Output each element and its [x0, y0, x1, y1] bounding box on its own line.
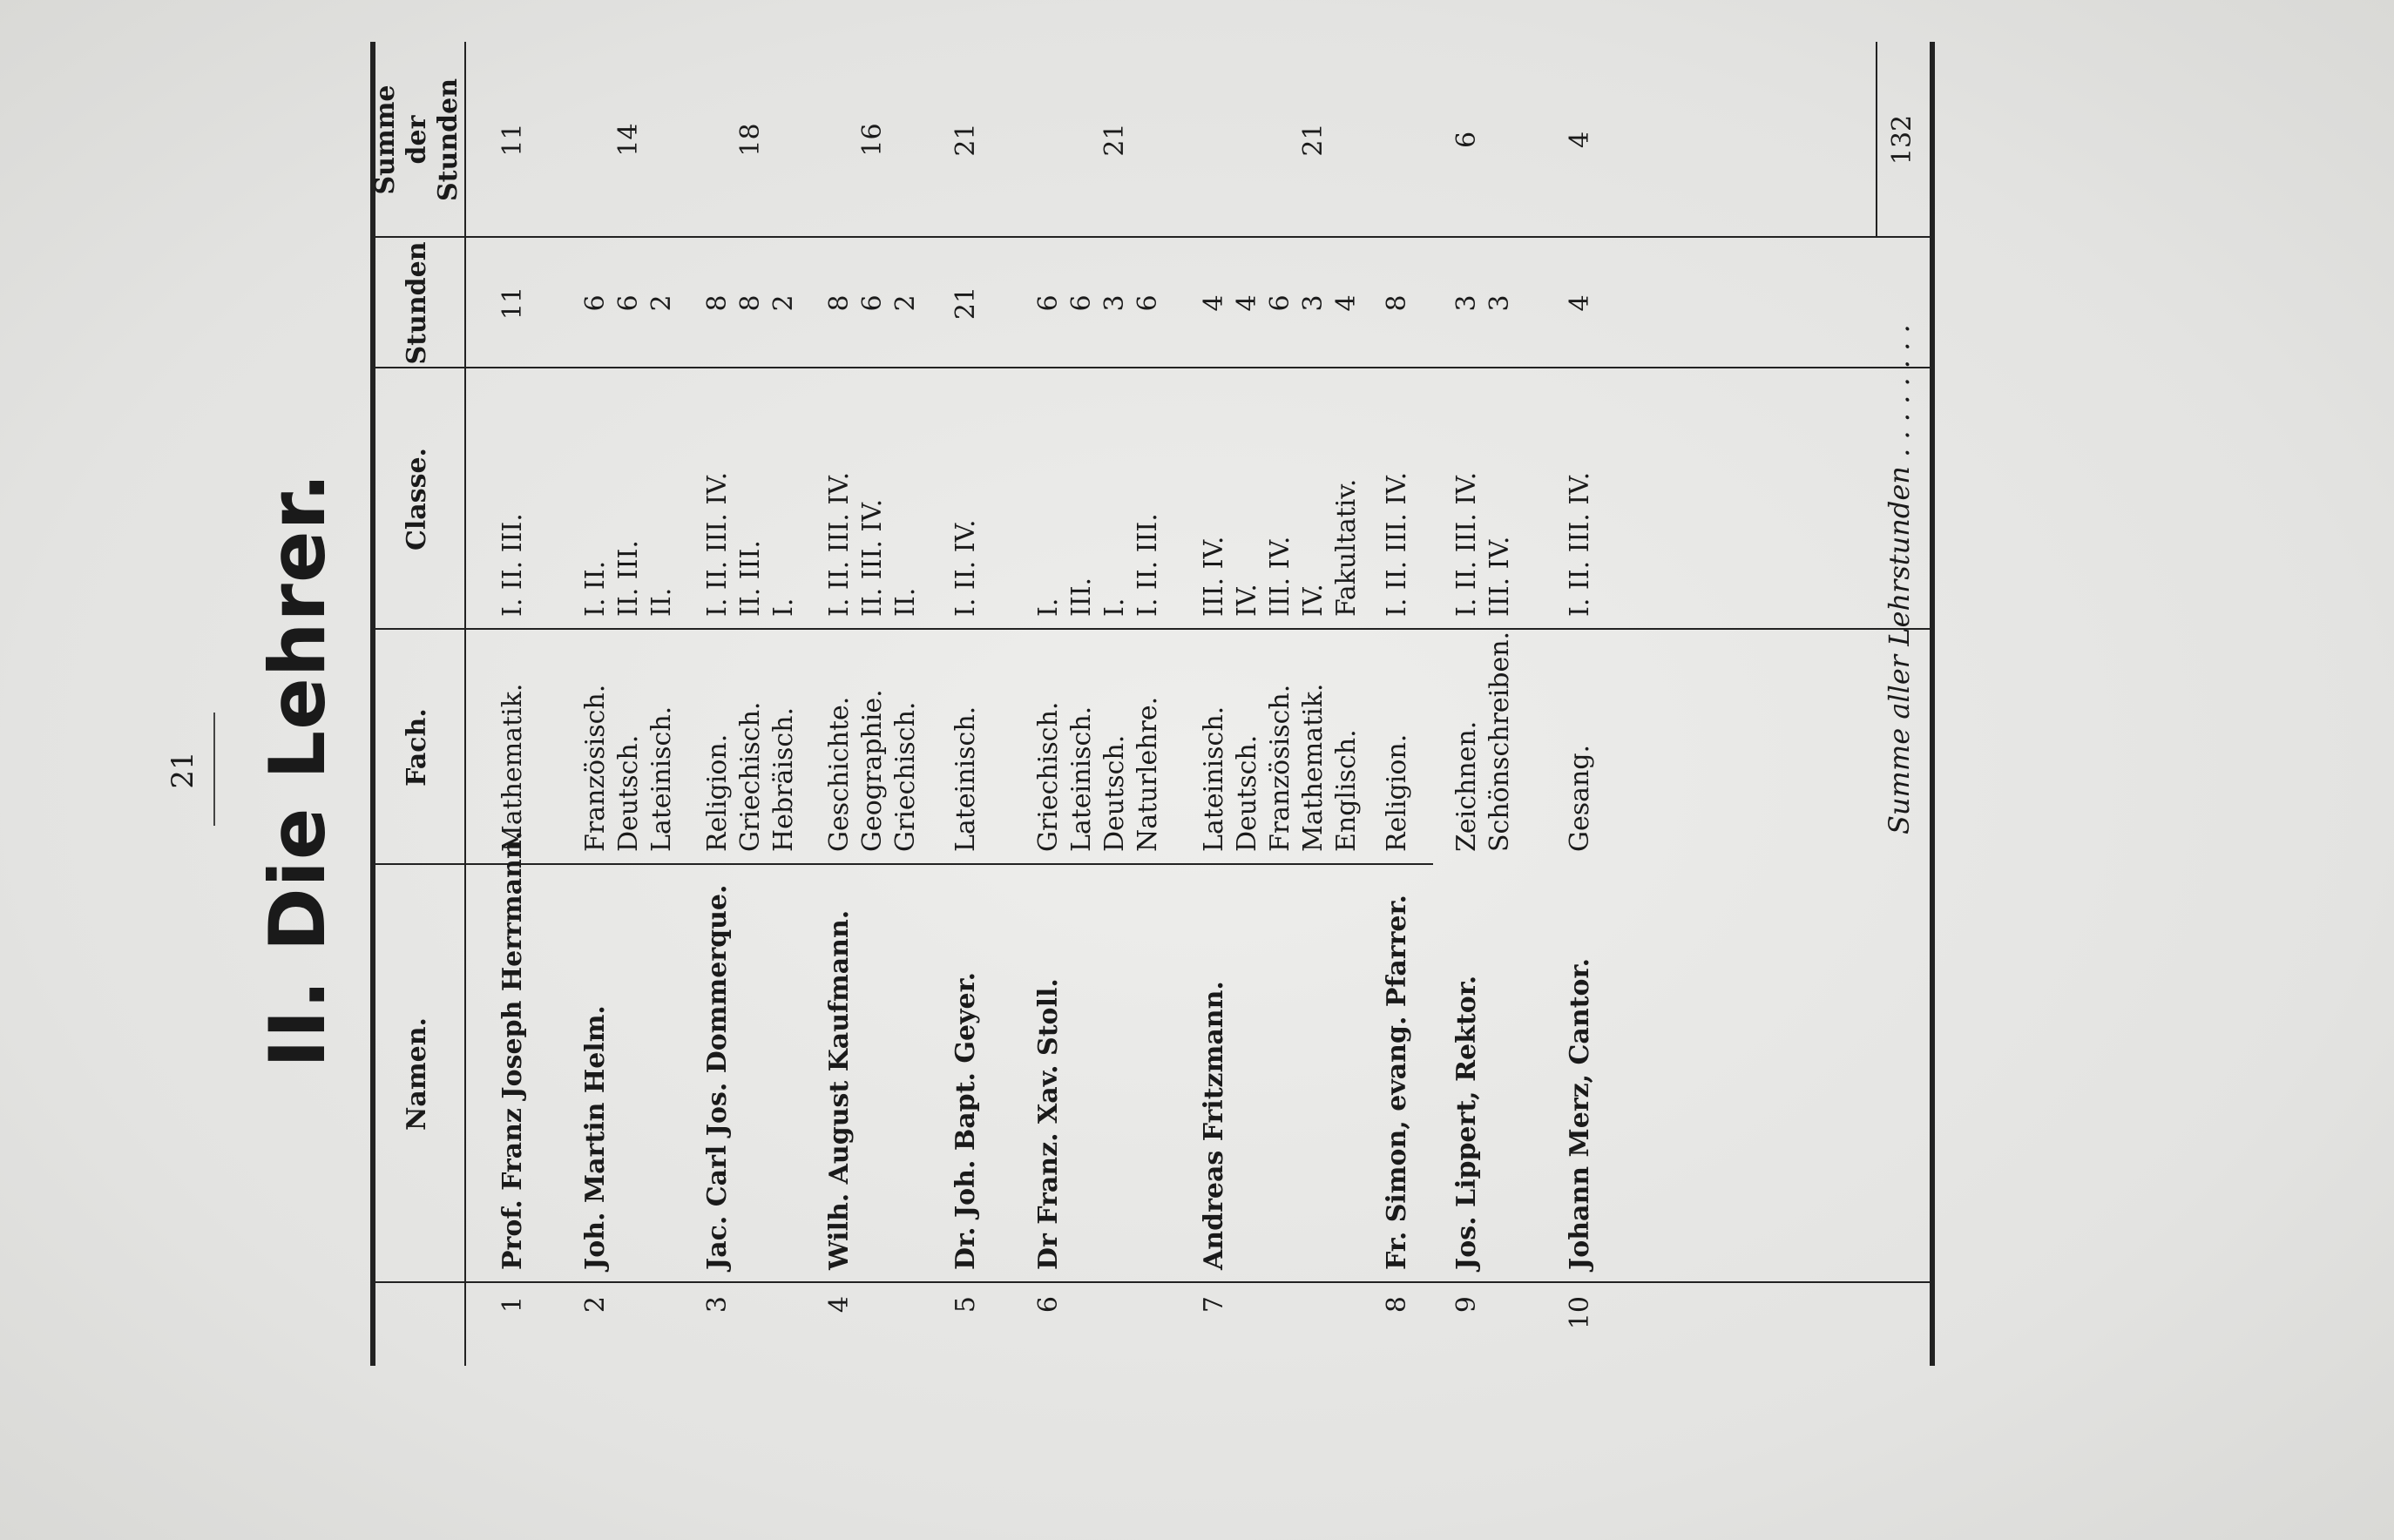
table-top-rule [370, 42, 375, 1366]
class-levels: III. [1066, 577, 1097, 617]
hours-total: 6 [1451, 131, 1482, 149]
subject: Lateinisch. [1066, 706, 1097, 852]
row-number: 6 [1033, 1296, 1064, 1314]
class-levels: III. IV. [1484, 536, 1515, 617]
subject: Gesang. [1565, 744, 1595, 852]
teacher-name: Joh. Martin Helm. [580, 1005, 611, 1270]
hours: 6 [613, 294, 644, 312]
subject: Französisch. [580, 684, 611, 852]
row-number: 7 [1199, 1296, 1229, 1314]
hours: 6 [580, 294, 611, 312]
class-levels: I. II. III. [497, 513, 528, 617]
class-levels: I. II. III. IV. [702, 471, 733, 617]
class-levels: I. [768, 598, 799, 617]
hours-total: 21 [1298, 123, 1329, 157]
subject: Schönschreiben. [1484, 631, 1515, 852]
subject: Französisch. [1265, 684, 1295, 852]
page-number-rule [213, 713, 215, 826]
class-levels: I. [1099, 598, 1130, 617]
header-summe-line-3: Stunden [433, 78, 463, 202]
sum-rule [1876, 42, 1877, 238]
class-levels: III. IV. [1199, 536, 1229, 617]
class-levels: I. II. III. [1133, 513, 1163, 617]
class-levels: Fakultativ. [1331, 478, 1362, 617]
hours: 2 [768, 294, 799, 312]
class-levels: I. II. IV. [950, 519, 981, 617]
class-levels: II. [646, 587, 677, 617]
hours: 2 [890, 294, 921, 312]
header-stunden: Stunden [402, 241, 432, 365]
header-summe [370, 42, 464, 238]
row-number: 8 [1382, 1296, 1412, 1314]
hours: 6 [1066, 294, 1097, 312]
header-classe: Classe. [402, 447, 432, 551]
teachers-table [370, 42, 2025, 1366]
subject: Religion. [1382, 733, 1412, 852]
subject: Geographie. [857, 689, 888, 852]
hours: 8 [735, 294, 766, 312]
hours: 4 [1232, 294, 1262, 312]
class-levels: IV. [1232, 584, 1262, 617]
class-levels: II. III. [735, 540, 766, 617]
subject: Griechisch. [1033, 701, 1064, 852]
class-levels: I. II. III. IV. [1382, 471, 1412, 617]
teacher-name: Dr Franz. Xav. Stoll. [1033, 978, 1064, 1270]
subject: Religion. [702, 733, 733, 852]
hours: 8 [824, 294, 855, 312]
table-bottom-rule [1930, 42, 1935, 1366]
teacher-name: Jac. Carl Jos. Dommerque. [702, 884, 733, 1270]
subject: Geschichte. [824, 696, 855, 852]
page-title: II. Die Lehrer. [253, 472, 342, 1068]
subject: Mathematik. [497, 683, 528, 852]
header-bottom-rule [464, 42, 466, 1366]
subject: Naturlehre. [1133, 696, 1163, 852]
class-levels: II. [890, 587, 921, 617]
row-number: 4 [824, 1296, 855, 1314]
teacher-name: Wilh. August Kaufmann. [824, 909, 855, 1270]
class-levels: I. II. III. IV. [1451, 471, 1482, 617]
teacher-name: Jos. Lippert, Rektor. [1451, 975, 1482, 1270]
row-number: 9 [1451, 1296, 1482, 1314]
hours-total: 16 [857, 123, 888, 157]
hours-total: 14 [613, 123, 644, 157]
header-namen: Namen. [402, 1017, 432, 1131]
class-levels: I. II. [580, 560, 611, 617]
hours: 6 [1265, 294, 1295, 312]
class-levels: IV. [1298, 584, 1329, 617]
row-number: 3 [702, 1296, 733, 1314]
page-number: 21 [166, 751, 200, 789]
teacher-name: Prof. Franz Joseph Herrmann. [497, 830, 528, 1270]
class-levels: I. II. III. IV. [824, 471, 855, 617]
hours: 8 [702, 294, 733, 312]
class-levels: I. [1033, 598, 1064, 617]
hours: 3 [1298, 294, 1329, 312]
hours: 21 [950, 286, 981, 321]
row-number: 1 [497, 1296, 528, 1314]
hours: 6 [1133, 294, 1163, 312]
subject: Deutsch. [1099, 734, 1130, 852]
header-summe-line-1: Summe [370, 84, 401, 195]
total-value: 132 [1887, 114, 1917, 165]
hours: 8 [1382, 294, 1412, 312]
class-levels: III. IV. [1265, 536, 1295, 617]
row-number: 2 [580, 1296, 611, 1314]
subject: Mathematik. [1298, 683, 1329, 852]
teacher-name: Fr. Simon, evang. Pfarrer. [1382, 895, 1412, 1270]
subject: Deutsch. [1232, 734, 1262, 852]
col-rule-name [370, 863, 1433, 865]
subject: Lateinisch. [1199, 706, 1229, 852]
row-number: 5 [950, 1296, 981, 1314]
subject: Griechisch. [890, 701, 921, 852]
hours: 3 [1099, 294, 1130, 312]
total-label: Summe aller Lehrstunden . . . . . . . . [1883, 324, 1916, 834]
teacher-name: Dr. Joh. Bapt. Geyer. [950, 971, 981, 1270]
teacher-name: Johann Merz, Cantor. [1565, 957, 1595, 1270]
hours-total: 11 [497, 123, 528, 157]
hours: 4 [1565, 294, 1595, 312]
hours-total: 4 [1565, 131, 1595, 149]
subject: Griechisch. [735, 701, 766, 852]
subject: Lateinisch. [950, 706, 981, 852]
subject: Hebräisch. [768, 707, 799, 852]
hours: 3 [1451, 294, 1482, 312]
hours-total: 21 [950, 123, 981, 157]
col-rule-fach [370, 628, 1930, 630]
class-levels: I. II. III. IV. [1565, 471, 1595, 617]
header-fach: Fach. [402, 708, 432, 787]
class-levels: II. III. IV. [857, 498, 888, 617]
hours-total: 21 [1099, 123, 1130, 157]
hours: 4 [1331, 294, 1362, 312]
class-levels: II. III. [613, 540, 644, 617]
hours: 2 [646, 294, 677, 312]
row-number: 10 [1565, 1296, 1595, 1330]
subject: Englisch. [1331, 729, 1362, 852]
hours: 11 [497, 286, 528, 321]
hours: 6 [1033, 294, 1064, 312]
subject: Zeichnen. [1451, 720, 1482, 852]
subject: Deutsch. [613, 734, 644, 852]
hours: 6 [857, 294, 888, 312]
hours-total: 18 [735, 123, 766, 157]
hours: 4 [1199, 294, 1229, 312]
teacher-name: Andreas Fritzmann. [1199, 981, 1229, 1270]
subject: Lateinisch. [646, 706, 677, 852]
hours: 3 [1484, 294, 1515, 312]
col-rule-num [370, 1281, 1930, 1283]
header-summe-line-2: der [402, 115, 432, 165]
